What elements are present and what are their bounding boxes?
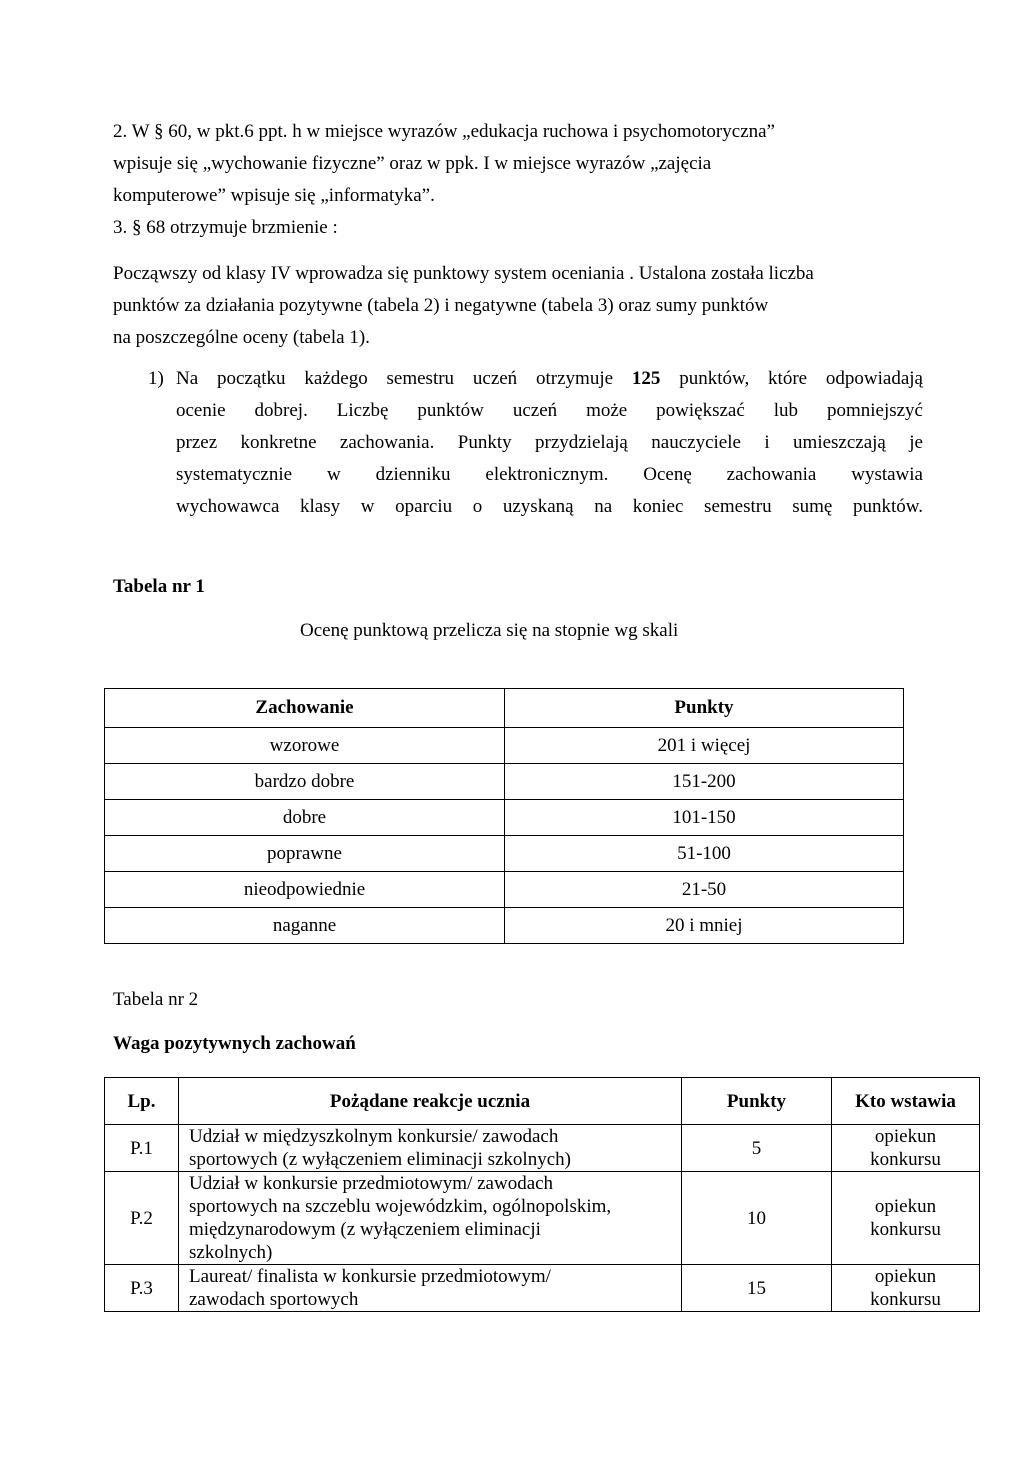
table-2-header-lp: Lp.	[105, 1078, 179, 1125]
table-row	[105, 872, 904, 908]
table-row	[105, 728, 904, 764]
grade-cell: dobre	[105, 800, 505, 836]
table-1-scale	[104, 688, 904, 944]
grade-cell: nieodpowiednie	[105, 872, 505, 908]
amendment-2-line-3: komputerowe” wpisuje się „informatyka”.	[113, 185, 435, 206]
point-1-line-2: ocenie dobrej. Liczbę punktów uczeń może powiększać lub pomniejszyć	[176, 400, 923, 421]
grade-cell: poprawne	[105, 836, 505, 872]
points-range-cell: 201 i więcej	[505, 728, 904, 764]
who-line: konkursu	[870, 1289, 941, 1310]
table-row	[105, 764, 904, 800]
reaction-line: sportowych na szczeblu wojewódzkim, ogólnopolskim,	[189, 1196, 612, 1217]
who-cell	[832, 1265, 980, 1312]
table-1-subtitle: Ocenę punktową przelicza się na stopnie wg skali	[300, 620, 679, 641]
grade-cell: wzorowe	[105, 728, 505, 764]
who-cell	[832, 1172, 980, 1265]
points-range-cell: 20 i mniej	[505, 908, 904, 944]
starting-points-value: 125	[631, 368, 661, 389]
table-row	[105, 1078, 980, 1125]
table-row	[105, 800, 904, 836]
who-line: opiekun	[874, 1126, 937, 1147]
intro-line-2: punktów za działania pozytywne (tabela 2) i negatywne (tabela 3) oraz sumy punktów	[113, 295, 769, 316]
points-range-cell: 151-200	[505, 764, 904, 800]
reaction-line: Udział w międzyszkolnym konkursie/ zawodach	[189, 1126, 559, 1147]
who-line: opiekun	[874, 1196, 937, 1217]
grade-cell: naganne	[105, 908, 505, 944]
lp-cell: P.1	[105, 1125, 179, 1172]
table-1-header-points: Punkty	[505, 689, 904, 728]
points-cell: 10	[682, 1172, 832, 1265]
intro-line-3: na poszczególne oceny (tabela 1).	[113, 327, 370, 348]
table-row	[105, 836, 904, 872]
point-1-line-1-a: Na początku każdego semestru uczeń otrzymuje	[176, 368, 614, 389]
reaction-cell	[179, 1172, 682, 1265]
table-1-title: Tabela nr 1	[113, 576, 205, 597]
table-2-header-points: Punkty	[682, 1078, 832, 1125]
point-1-line-5: wychowawca klasy w oparciu o uzyskaną na koniec semestru sumę punktów.	[176, 496, 923, 517]
who-cell	[832, 1125, 980, 1172]
reaction-line: Udział w konkursie przedmiotowym/ zawodach	[189, 1173, 554, 1194]
point-1-number: 1)	[148, 368, 164, 389]
table-2-subtitle: Waga pozytywnych zachowań	[113, 1033, 356, 1054]
table-2-header-who: Kto wstawia	[832, 1078, 980, 1125]
reaction-line: międzynarodowym (z wyłączeniem eliminacji	[189, 1219, 541, 1240]
reaction-line: Laureat/ finalista w konkursie przedmiotowym/	[189, 1266, 551, 1287]
points-range-cell: 101-150	[505, 800, 904, 836]
points-range-cell: 51-100	[505, 836, 904, 872]
reaction-line: szkolnych)	[189, 1242, 273, 1263]
point-1-line-3: przez konkretne zachowania. Punkty przydzielają nauczyciele i umieszczają je	[176, 432, 923, 453]
point-1-line-1-c: punktów, które odpowiadają	[679, 368, 923, 389]
table-row	[105, 1265, 980, 1312]
who-line: konkursu	[870, 1149, 941, 1170]
table-row	[105, 1125, 980, 1172]
point-1-line-1	[176, 367, 923, 391]
table-row	[105, 908, 904, 944]
table-2-header-reaction: Pożądane reakcje ucznia	[179, 1078, 682, 1125]
intro-line-1: Począwszy od klasy IV wprowadza się punktowy system oceniania . Ustalona została liczba	[113, 263, 814, 284]
who-line: konkursu	[870, 1219, 941, 1240]
points-range-cell: 21-50	[505, 872, 904, 908]
amendment-3-heading: 3. § 68 otrzymuje brzmienie :	[113, 217, 338, 238]
lp-cell: P.3	[105, 1265, 179, 1312]
table-row	[105, 1172, 980, 1265]
points-cell: 15	[682, 1265, 832, 1312]
reaction-line: sportowych (z wyłączeniem eliminacji szkolnych)	[189, 1149, 571, 1170]
table-2-title: Tabela nr 2	[113, 989, 199, 1010]
table-2-positive-behaviours	[104, 1077, 980, 1312]
reaction-line: zawodach sportowych	[189, 1289, 359, 1310]
grade-cell: bardzo dobre	[105, 764, 505, 800]
table-row	[105, 689, 904, 728]
point-1-line-4: systematycznie w dzienniku elektronicznym. Ocenę zachowania wystawia	[176, 464, 923, 485]
reaction-cell	[179, 1125, 682, 1172]
table-1-header-behaviour: Zachowanie	[105, 689, 505, 728]
lp-cell: P.2	[105, 1172, 179, 1265]
points-cell: 5	[682, 1125, 832, 1172]
who-line: opiekun	[874, 1266, 937, 1287]
reaction-cell	[179, 1265, 682, 1312]
amendment-2-line-2: wpisuje się „wychowanie fizyczne” oraz w ppk. I w miejsce wyrazów „zajęcia	[113, 153, 712, 174]
amendment-2-line-1: 2. W § 60, w pkt.6 ppt. h w miejsce wyrazów „edukacja ruchowa i psychomotoryczna”	[113, 121, 775, 142]
